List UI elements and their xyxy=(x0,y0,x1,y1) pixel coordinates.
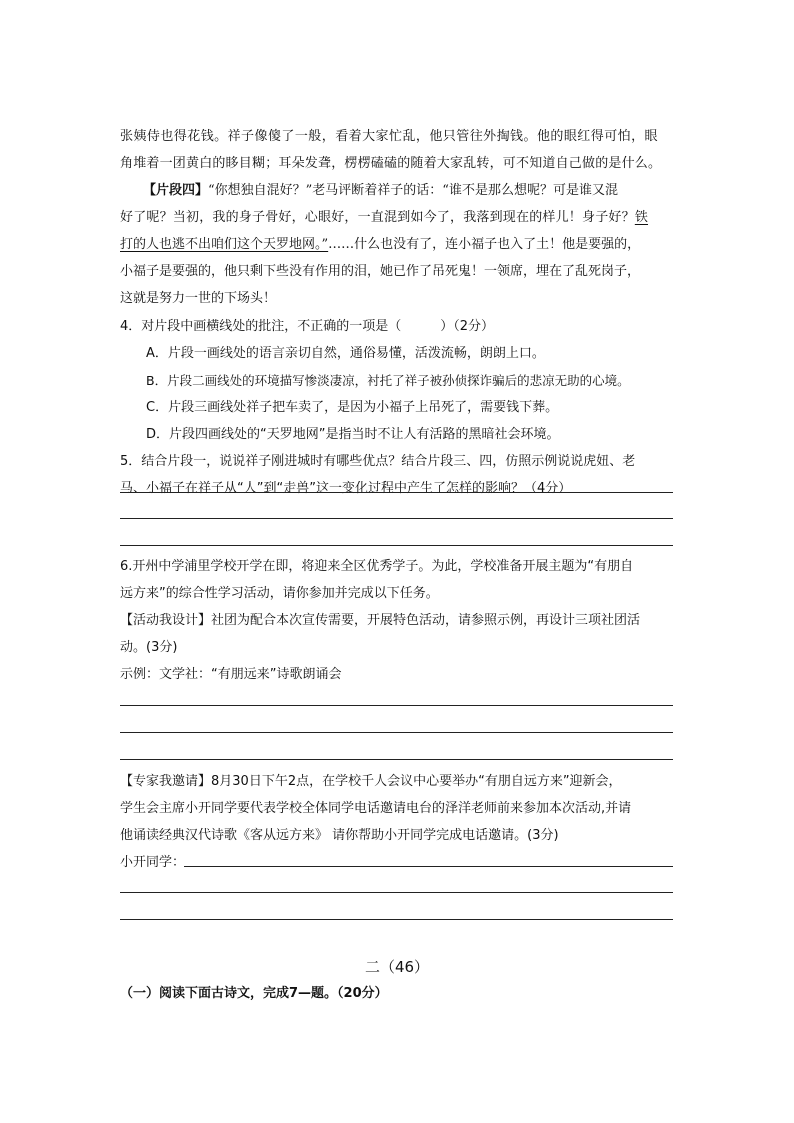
fragment4-line xyxy=(120,236,640,254)
section-2-subtitle: （一）阅读下面古诗文，完成7—题。（20分） xyxy=(120,986,388,1001)
passage-line: 张姨侍也得花钱。祥子像傻了一般，看着大家忙乱，他只管往外掏钱。他的眼红得可怕，眼 xyxy=(120,129,659,144)
fragment4-underlined-text: 打的人也逃不出咱们这个天罗地网。” xyxy=(120,237,329,252)
fragment4-text: 好了呢？当初，我的身子骨好，心眼好，一直混到如今了，我落到现在的样儿！身子好？ xyxy=(120,210,635,225)
fragment4-line: 这就是努力一世的下场头！ xyxy=(120,291,277,306)
activity-design-task: 【活动我设计】社团为配合本次宣传需要，开展特色活动，请参照示例，再设计三项社团活 xyxy=(120,613,641,628)
expert-invite-task: 他诵读经典汉代诗歌《客从远方来》 请你帮助小开同学完成电话邀请。(3分) xyxy=(120,828,559,843)
answer-line xyxy=(120,518,673,519)
question-5-line: 5．结合片段一，说说祥子刚进城时有哪些优点？结合片段三、四，仿照示例说说虎妞、老 xyxy=(120,454,636,469)
answer-line xyxy=(120,919,673,920)
fragment4-line: 小福子是要强的，他只剩下些没有作用的泪，她已作了吊死鬼！一领席，埋在了乱死岗子， xyxy=(120,264,641,279)
fragment4-text: “你想独自混好？”老马评断着祥子的话：“谁不是那么想呢？可是谁又混 xyxy=(208,183,618,198)
expert-invite-task: 【专家我邀请】8月30日下午2点，在学校千人会议中心要举办“有朋自远方来”迎新会， xyxy=(120,774,622,789)
question-6-intro: 远方来”的综合性学习活动，请你参加并完成以下任务。 xyxy=(120,586,439,601)
question-4-stem: 4．对片段中画横线处的批注，不正确的一项是（ ）（2分） xyxy=(120,319,495,334)
activity-design-task: 动。(3分) xyxy=(120,640,178,655)
answer-line xyxy=(120,705,673,706)
fragment4-line xyxy=(120,209,648,227)
answer-line xyxy=(120,492,673,493)
answer-line xyxy=(120,892,673,893)
passage-line: 角堆着一团黄白的眵目糊；耳朵发聋，楞楞磕磕的随着大家乱转，可不知道自己做的是什么。 xyxy=(120,156,662,171)
question-4-option-c: C．片段三画线处祥子把车卖了，是因为小福子上吊死了，需要钱下葬。 xyxy=(146,400,559,415)
answer-line xyxy=(184,866,673,867)
section-2-title: 二（46） xyxy=(364,958,430,976)
answer-line xyxy=(120,545,673,546)
answer-label: 小开同学： xyxy=(120,855,186,870)
answer-line xyxy=(120,732,673,733)
expert-invite-task: 学生会主席小开同学要代表学校全体同学电话邀请电台的泽洋老师前来参加本次活动,并请 xyxy=(120,801,632,816)
question-4-option-d: D．片段四画线处的“天罗地网”是指当时不让人有活路的黑暗社会环境。 xyxy=(146,427,560,442)
question-6-intro: 6.开州中学浦里学校开学在即，将迎来全区优秀学子。为此，学校准备开展主题为“有朋自 xyxy=(120,559,634,574)
activity-example: 示例：文学社：“有朋远来”诗歌朗诵会 xyxy=(120,667,342,682)
fragment4-line xyxy=(143,182,618,200)
answer-line xyxy=(120,759,673,760)
fragment4-underlined-text: 铁 xyxy=(634,210,649,225)
fragment4-text: ……什么也没有了，连小福子也入了土！他是要强的， xyxy=(328,237,641,252)
fragment4-tag: 【片段四】 xyxy=(143,183,209,198)
question-5-line: 马、小福子在祥子从“人”到“走兽”这一变化过程中产生了怎样的影响？（4分） xyxy=(120,481,572,496)
question-4-option-a: A．片段一画线处的语言亲切自然，通俗易懂，活泼流畅，朗朗上口。 xyxy=(146,346,545,361)
question-4-option-b: B．片段二画线处的环境描写惨淡凄凉，衬托了祥子被孙侦探诈骗后的悲凉无助的心境。 xyxy=(146,373,630,388)
